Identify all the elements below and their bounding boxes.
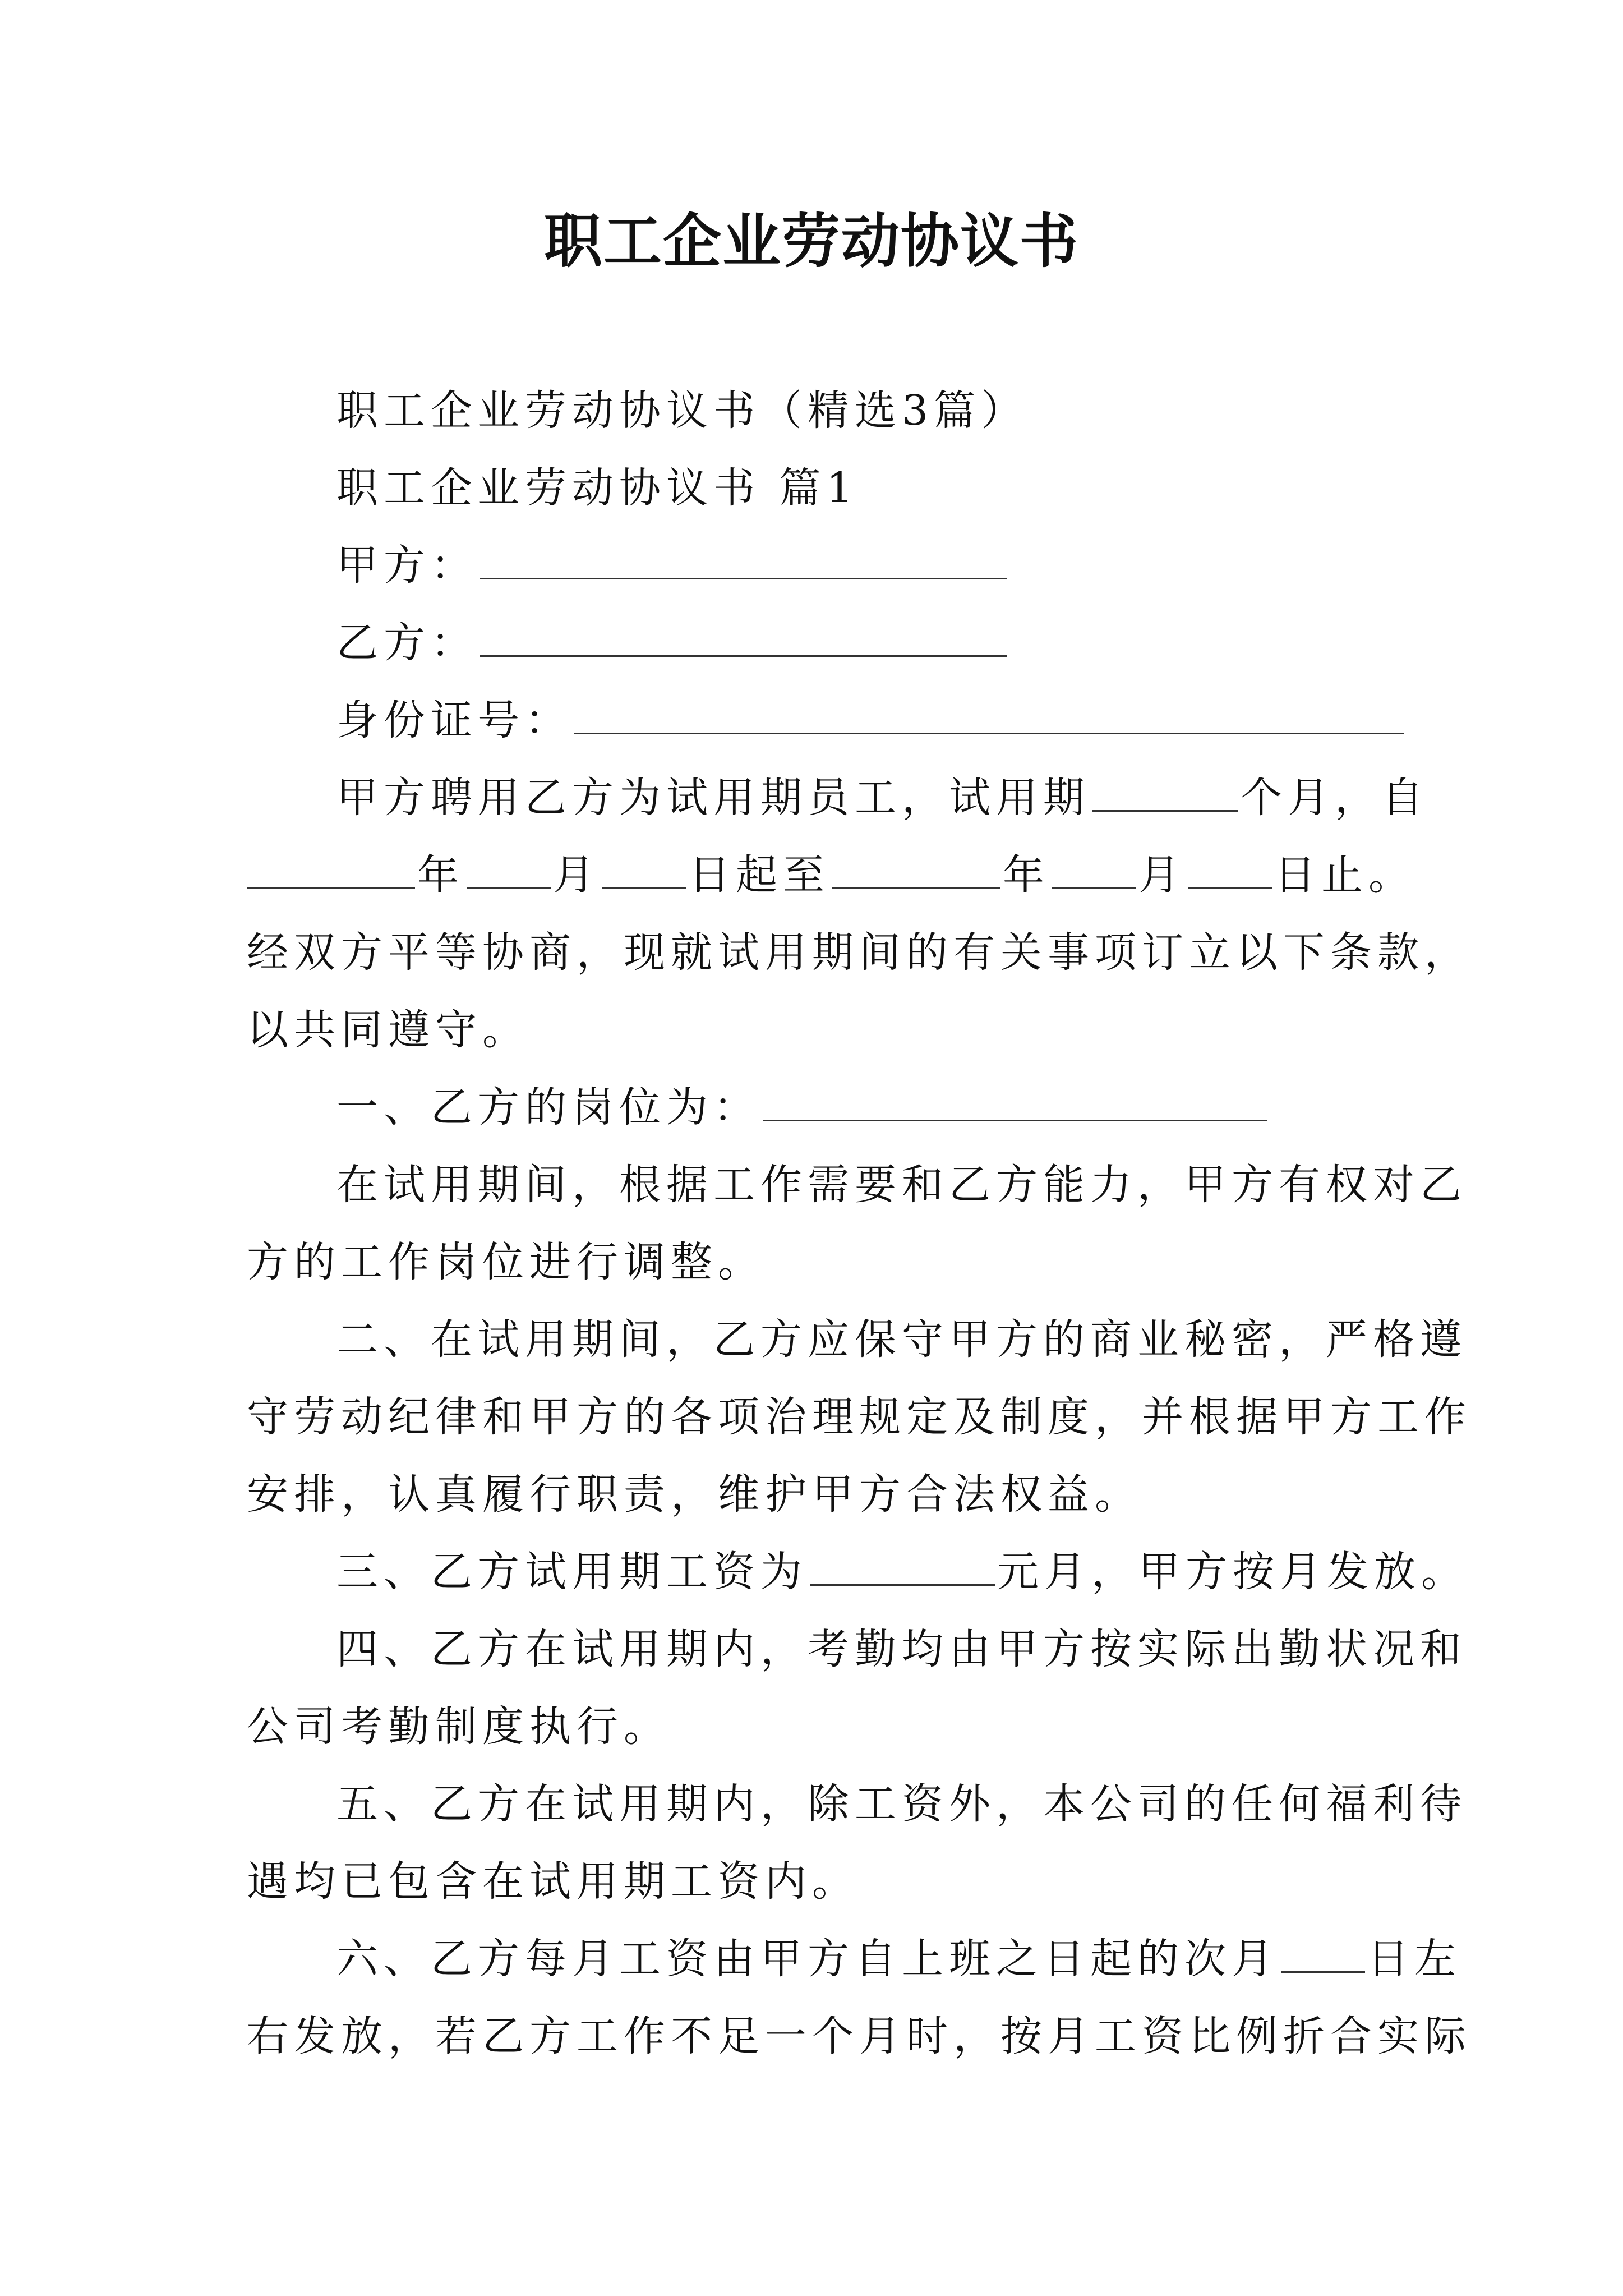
id-number-blank[interactable] xyxy=(574,692,1404,734)
text-fragment: 月 xyxy=(1138,851,1186,899)
text-line: 经双方平等协商，现就试用期间的有关事项订立以下条款， xyxy=(247,928,1472,977)
end-year-blank[interactable] xyxy=(832,847,1000,889)
paragraph-line xyxy=(247,2008,1472,2064)
text-fragment: 年 xyxy=(1003,851,1050,899)
party-b-label: 乙方： xyxy=(336,619,478,667)
text-line: 安排，认真履行职责，维护甲方合法权益。 xyxy=(247,1470,1142,1519)
text-line: 个月，自 xyxy=(1241,774,1429,822)
text-line: 右发放，若乙方工作不足一个月时，按月工资比例折合实际 xyxy=(247,2012,1472,2060)
section-heading xyxy=(336,460,859,516)
payday-line xyxy=(336,1931,1461,1987)
position-line xyxy=(336,1079,1270,1135)
position-label: 一、乙方的岗位为： xyxy=(336,1083,760,1131)
paragraph-line xyxy=(247,1853,859,1910)
text-line: 甲方聘用乙方为试用期员工，试用期 xyxy=(336,774,1090,822)
text-line: 六、乙方每月工资由甲方自上班之日起的次月 xyxy=(336,1935,1279,1983)
text-line: 日左 xyxy=(1367,1935,1461,1983)
text-line: 元月，甲方按月发放。 xyxy=(997,1548,1468,1596)
paragraph-line xyxy=(336,1776,1467,1832)
paragraph-line xyxy=(247,1466,1142,1522)
party-b-line xyxy=(336,615,1009,671)
text-fragment: 日止。 xyxy=(1274,851,1415,899)
document-title: 职工企业劳动协议书 xyxy=(543,206,1079,275)
party-a-blank[interactable] xyxy=(480,537,1007,579)
paragraph-line xyxy=(336,1621,1467,1677)
text-line: 方的工作岗位进行调整。 xyxy=(247,1238,765,1286)
end-day-blank[interactable] xyxy=(1188,847,1272,889)
text-line: 四、乙方在试用期内，考勤均由甲方按实际出勤状况和 xyxy=(336,1625,1467,1673)
probation-line-1 xyxy=(336,770,1429,826)
paragraph-line xyxy=(247,924,1472,981)
text-line: 二、在试用期间，乙方应保守甲方的商业秘密，严格遵 xyxy=(336,1315,1467,1364)
salary-line xyxy=(336,1544,1468,1600)
id-number-label: 身份证号： xyxy=(336,696,572,744)
text-line: 三、乙方试用期工资为 xyxy=(336,1548,808,1596)
text-fragment: 月 xyxy=(553,851,600,899)
paragraph-line xyxy=(247,1389,1472,1445)
text-line: 守劳动纪律和甲方的各项治理规定及制度，并根据甲方工作 xyxy=(247,1393,1472,1441)
position-blank[interactable] xyxy=(763,1079,1267,1121)
months-blank[interactable] xyxy=(1092,770,1238,812)
party-b-blank[interactable] xyxy=(480,615,1007,657)
text-line: 在试用期间，根据工作需要和乙方能力，甲方有权对乙 xyxy=(336,1161,1467,1209)
paragraph-line xyxy=(336,1157,1467,1213)
text-line: 职工企业劳动协议书（精选3篇） xyxy=(336,386,1029,435)
payday-blank[interactable] xyxy=(1281,1931,1365,1973)
paragraph-line xyxy=(247,1234,765,1290)
text-fragment: 日起至 xyxy=(689,851,830,899)
start-year-blank[interactable] xyxy=(247,847,415,889)
subtitle-selection xyxy=(336,383,1028,439)
text-line: 职工企业劳动协议书 篇1 xyxy=(336,464,859,512)
party-a-label: 甲方： xyxy=(336,541,478,590)
paragraph-line xyxy=(247,1002,529,1058)
paragraph-line xyxy=(336,1312,1467,1368)
start-month-blank[interactable] xyxy=(467,847,551,889)
text-line: 公司考勤制度执行。 xyxy=(247,1703,671,1751)
start-day-blank[interactable] xyxy=(602,847,686,889)
party-a-line xyxy=(336,537,1009,593)
salary-blank[interactable] xyxy=(810,1544,995,1586)
paragraph-line xyxy=(247,1699,671,1755)
text-fragment: 年 xyxy=(417,851,464,899)
text-line: 五、乙方在试用期内，除工资外，本公司的任何福利待 xyxy=(336,1780,1467,1828)
text-line: 以共同遵守。 xyxy=(247,1006,529,1054)
probation-line-2 xyxy=(247,847,1415,903)
text-line: 遇均已包含在试用期工资内。 xyxy=(247,1857,859,1906)
end-month-blank[interactable] xyxy=(1052,847,1136,889)
id-number-line xyxy=(336,692,1407,748)
